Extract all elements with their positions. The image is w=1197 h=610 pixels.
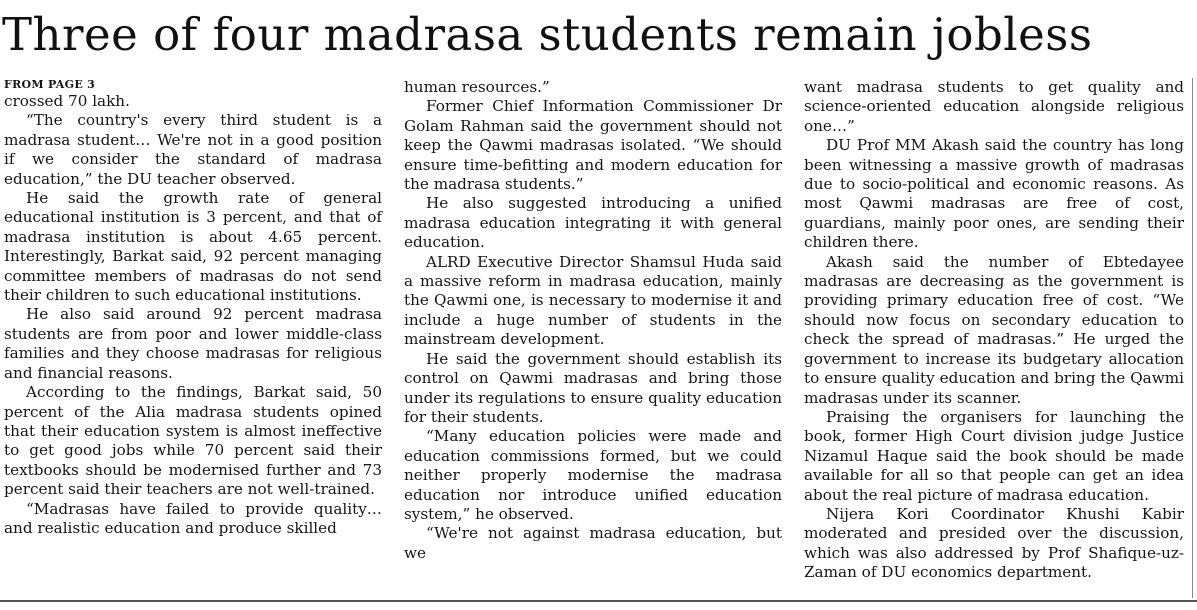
paragraph: DU Prof MM Akash said the country has long been witnessing a massive growth of madrasas due to socio-political and economic reasons. As most Qawmi madrasas are free of cost, guardians, mainly poor ones, are sending their children there. — [804, 136, 1184, 252]
paragraph: He also suggested introducing a unified madrasa education integrating it with general education. — [404, 194, 782, 252]
paragraph: He said the government should establish its control on Qawmi madrasas and bring those under its regulations to ensure quality education for their students. — [404, 349, 782, 426]
right-column-rule — [1192, 78, 1193, 598]
article-column-2 — [404, 78, 782, 563]
headline: Three of four madrasa students remain jobless — [2, 8, 1093, 61]
jump-kicker: FROM PAGE 3 — [4, 78, 96, 91]
paragraph: ALRD Executive Director Shamsul Huda said a massive reform in madrasa education, mainly the Qawmi one, is necessary to modernise it and include a huge number of students in the mainstream development. — [404, 252, 782, 349]
paragraph: “We're not against madrasa education, but we — [404, 524, 782, 562]
article-column-3 — [804, 78, 1184, 583]
paragraph: crossed 70 lakh. — [4, 92, 130, 110]
paragraph: According to the findings, Barkat said, 50 percent of the Alia madrasa students opined that their education system is almost ineffective to get good jobs while 70 percent said their textbooks should be modernised further and 73 percent said their teachers are not well-trained. — [4, 383, 382, 499]
paragraph: “The country's every third student is a madrasa student… We're not in a good position if we consider the standard of madrasa education,” the DU teacher observed. — [4, 111, 382, 188]
paragraph: want madrasa students to get quality and science-oriented education alongside religious one…” — [804, 78, 1184, 135]
paragraph: Akash said the number of Ebtedayee madrasas are decreasing as the government is providing primary education free of cost. “We should now focus on secondary education to check the spread of madrasas.” He urged the government to increase its budgetary allocation to ensure quality education and bring the Qawmi madrasas under its scanner. — [804, 252, 1184, 407]
article-column-1 — [4, 78, 382, 538]
paragraph: He also said around 92 percent madrasa students are from poor and lower middle-class families and they choose madrasas for religious and financial reasons. — [4, 305, 382, 382]
paragraph: “Many education policies were made and education commissions formed, but we could neither properly modernise the madrasa education nor introduce unified education system,” he observed. — [404, 427, 782, 523]
paragraph: Nijera Kori Coordinator Khushi Kabir moderated and presided over the discussion, which was also addressed by Prof Shafique-uz-Zaman of DU economics department. — [804, 504, 1184, 582]
paragraph: Former Chief Information Commissioner Dr Golam Rahman said the government should not keep the Qawmi madrasas isolated. “We should ensure time-befitting and modern education for the madrasa students.” — [404, 97, 782, 194]
paragraph: human resources.” — [404, 78, 550, 96]
paragraph: “Madrasas have failed to provide quality… and realistic education and produce skilled — [4, 499, 382, 537]
paragraph: He said the growth rate of general educational institution is 3 percent, and that of madrasa institution is about 4.65 percent. Interestingly, Barkat said, 92 percent managing committee members of madrasas do not send their children to such educational institutions. — [4, 189, 382, 305]
paragraph: Praising the organisers for launching the book, former High Court division judge Justice Nizamul Haque said the book should be made available for all so that people can get an idea about the real picture of madrasa education. — [804, 407, 1184, 504]
bottom-rule — [0, 600, 1197, 602]
